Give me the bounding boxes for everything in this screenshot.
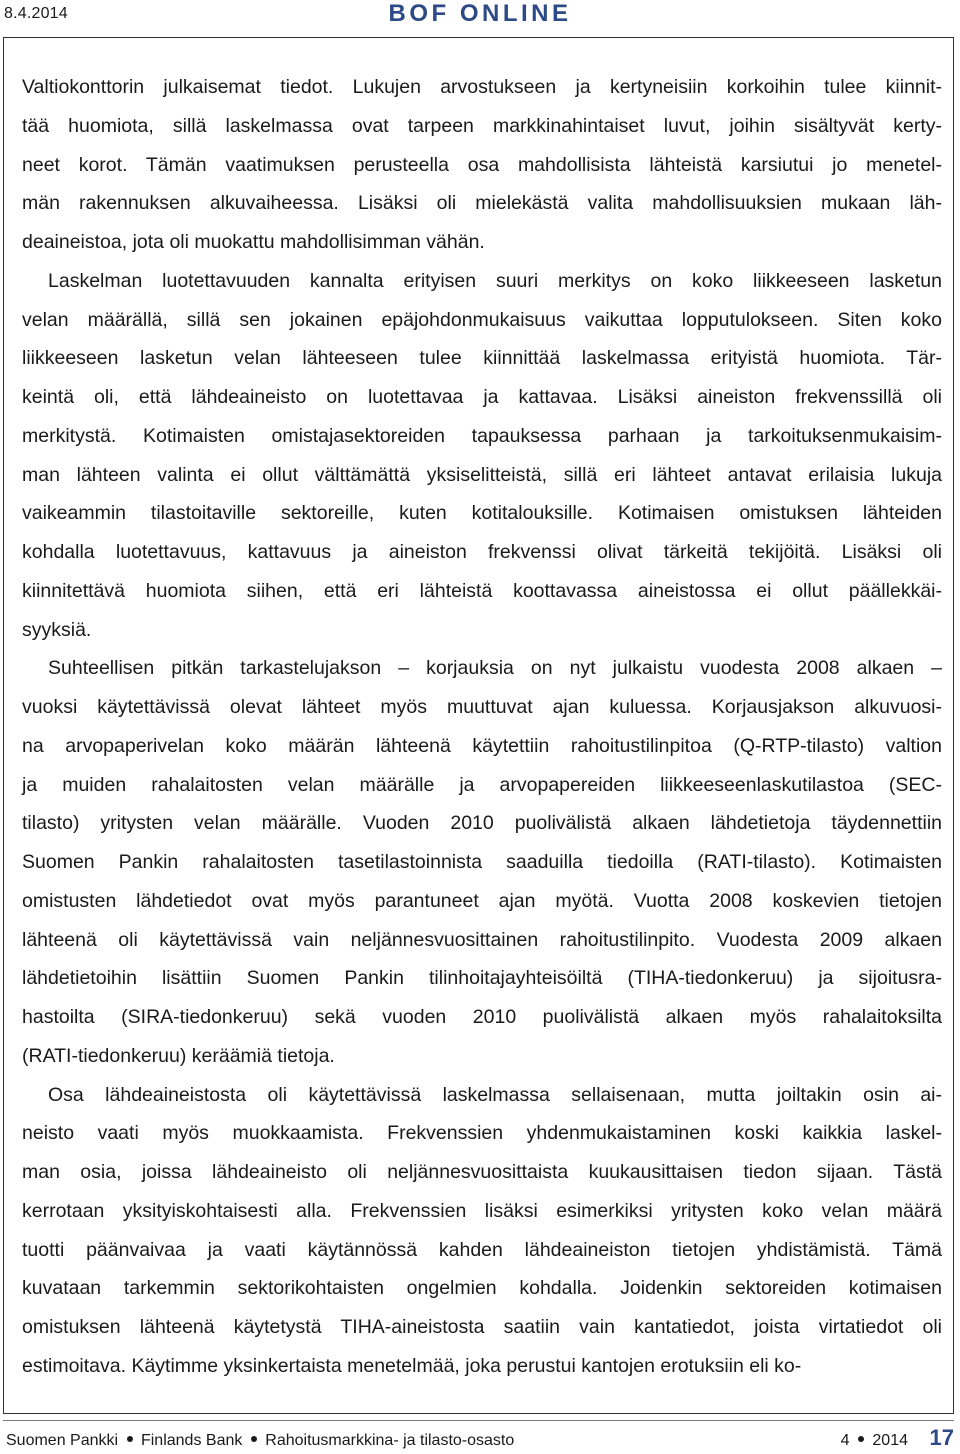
paragraph: [22, 649, 942, 1075]
header-date: 8.4.2014: [4, 5, 68, 22]
footer-issue: [841, 1432, 908, 1450]
bullet-icon: [251, 1436, 257, 1442]
footer-org-finnish: Suomen Pankki: [6, 1432, 119, 1449]
bullet-icon: [858, 1436, 864, 1442]
text-line: merkitystä. Kotimaisten omistajasektoreiden tapauksessa parhaan ja tarkoituksenmukaisim-: [22, 424, 942, 447]
text-line: Suomen Pankin rahalaitosten tasetilastoinnista saaduilla tiedoilla (RATI-tilasto). Kotimaisten: [22, 851, 942, 873]
text-line: omistuksen lähteenä käytetystä TIHA-aineistosta saatiin vain kantatiedot, joista virtatiedot oli: [22, 1316, 942, 1338]
text-line: liikkeeseen lasketun velan lähteeseen tulee kiinnittää laskelmassa erityistä huomiota. Tär-: [22, 347, 942, 370]
text-line: tuotti päänvaivaa ja vaati käytännössä kahden lähdeaineiston tietojen yhdistämistä. Tämä: [22, 1238, 942, 1261]
article-body: [22, 68, 942, 1386]
publication-title: BOF ONLINE: [388, 0, 572, 27]
text-line: kohdalla luotettavuus, kattavuus ja aineiston frekvenssi olivat tärkeitä tekijöitä. Lisäksi oli: [22, 541, 942, 563]
text-line: män rakennuksen alkuvaiheessa. Lisäksi oli mielekästä valita mahdollisuuksien mukaan läh-: [22, 192, 942, 215]
text-line: deaineistoa, jota oli muokattu mahdollisimman vähän.: [22, 231, 485, 253]
text-line: na arvopaperivelan koko määrän lähteenä käytettiin rahoitustilinpitoa (Q-RTP-tilasto) valtion: [22, 734, 942, 757]
page-number: 17: [929, 1425, 954, 1450]
text-line: ja muiden rahalaitosten velan määrälle ja arvopapereiden liikkeeseenlaskutilastoa (SEC-: [22, 773, 942, 796]
text-line: (RATI-tiedonkeruu) keräämiä tietoja.: [22, 1044, 335, 1067]
issue-number: 4: [840, 1432, 850, 1449]
text-line: tilasto) yritysten velan määrälle. Vuoden 2010 puolivälistä alkaen lähdetietoja täydennettiin: [22, 812, 942, 835]
page-footer: [6, 1425, 954, 1452]
text-line: Osa lähdeaineistosta oli käytettävissä laskelmassa sellaisenaan, mutta joiltakin osin ai-: [48, 1083, 942, 1106]
text-line: keintä oli, että lähdeaineisto on luotettavaa ja kattavaa. Lisäksi aineiston frekvenssillä oli: [22, 386, 942, 408]
text-line: estimoitava. Käytimme yksinkertaista menetelmää, joka perustui kantojen erotuksiin eli ko-: [22, 1354, 802, 1377]
text-line: tää huomiota, sillä laskelmassa ovat tarpeen markkinahintaiset luvut, joihin sisältyvät kerty-: [22, 114, 942, 137]
paragraph: [22, 262, 942, 650]
text-line: velan määrällä, sillä sen jokainen epäjohdonmukaisuus vaikuttaa lopputulokseen. Siten koko: [22, 308, 942, 331]
text-line: omistusten lähdetiedot ovat myös parantuneet ajan myötä. Vuotta 2008 koskevien tietojen: [22, 889, 942, 912]
paragraph: [22, 1076, 942, 1386]
text-line: kerrotaan yksityiskohtaisesti alla. Frekvenssien lisäksi esimerkiksi yritysten koko velan määrä: [22, 1199, 942, 1222]
text-line: Laskelman luotettavuuden kannalta erityisen suuri merkitys on koko liikkeeseen lasketun: [48, 269, 942, 292]
text-line: man lähteen valinta ei ollut välttämättä yksiselitteistä, sillä eri lähteet antavat erilaisia lukuja: [22, 463, 942, 486]
footer-divider: [3, 1420, 954, 1421]
text-line: vuoksi käytettävissä olevat lähteet myös muuttuvat ajan kuluessa. Korjausjakson alkuvuosi-: [22, 696, 942, 718]
text-line: vaikeammin tilastoitaville sektoreille, kuten kotitalouksille. Kotimaisen omistuksen lähteiden: [22, 502, 942, 525]
text-line: lähteenä oli käytettävissä vain neljännesvuosittainen rahoitustilinpito. Vuodesta 2009 alkaen: [22, 928, 942, 951]
text-line: Valtiokonttorin julkaisemat tiedot. Lukujen arvostukseen ja kertyneisiin korkoihin tulee kiinnit-: [22, 76, 942, 98]
text-line: neisto vaati myös muokkaamista. Frekvenssien yhdenmukaistaminen koski kaikkia laskel-: [22, 1122, 942, 1145]
footer-org-swedish: Finlands Bank: [140, 1432, 243, 1449]
text-line: kuvataan tarkemmin sektorikohtaisten ongelmien kohdalla. Joidenkin sektoreiden kotimaisen: [22, 1277, 942, 1300]
text-line: kiinnitettävä huomiota siihen, että eri lähteistä koottavassa aineistossa ei ollut päällekkäi-: [22, 579, 942, 602]
text-line: syyksiä.: [22, 618, 92, 641]
text-line: hastoilta (SIRA-tiedonkeruu) sekä vuoden 2010 puolivälistä alkaen myös rahalaitoksilta: [22, 1006, 942, 1028]
footer-publisher: [6, 1432, 514, 1450]
text-line: Suhteellisen pitkän tarkastelujakson – korjauksia on nyt julkaistu vuodesta 2008 alkaen –: [48, 657, 942, 680]
text-line: lähdetietoihin lisättiin Suomen Pankin tilinhoitajayhteisöiltä (TIHA-tiedonkeruu) ja sijoitusra-: [22, 967, 942, 990]
paragraph: [22, 68, 942, 262]
text-line: man osia, joissa lähdeaineisto oli neljännesvuosittaista kuukausittaisen tiedon sijaan. Tästä: [22, 1161, 942, 1183]
issue-year: 2014: [872, 1432, 908, 1449]
bullet-icon: [127, 1436, 133, 1442]
text-line: neet korot. Tämän vaatimuksen perusteella osa mahdollisista lähteistä karsiutui jo menetel-: [22, 153, 942, 176]
footer-department: Rahoitusmarkkina- ja tilasto-osasto: [265, 1432, 515, 1449]
